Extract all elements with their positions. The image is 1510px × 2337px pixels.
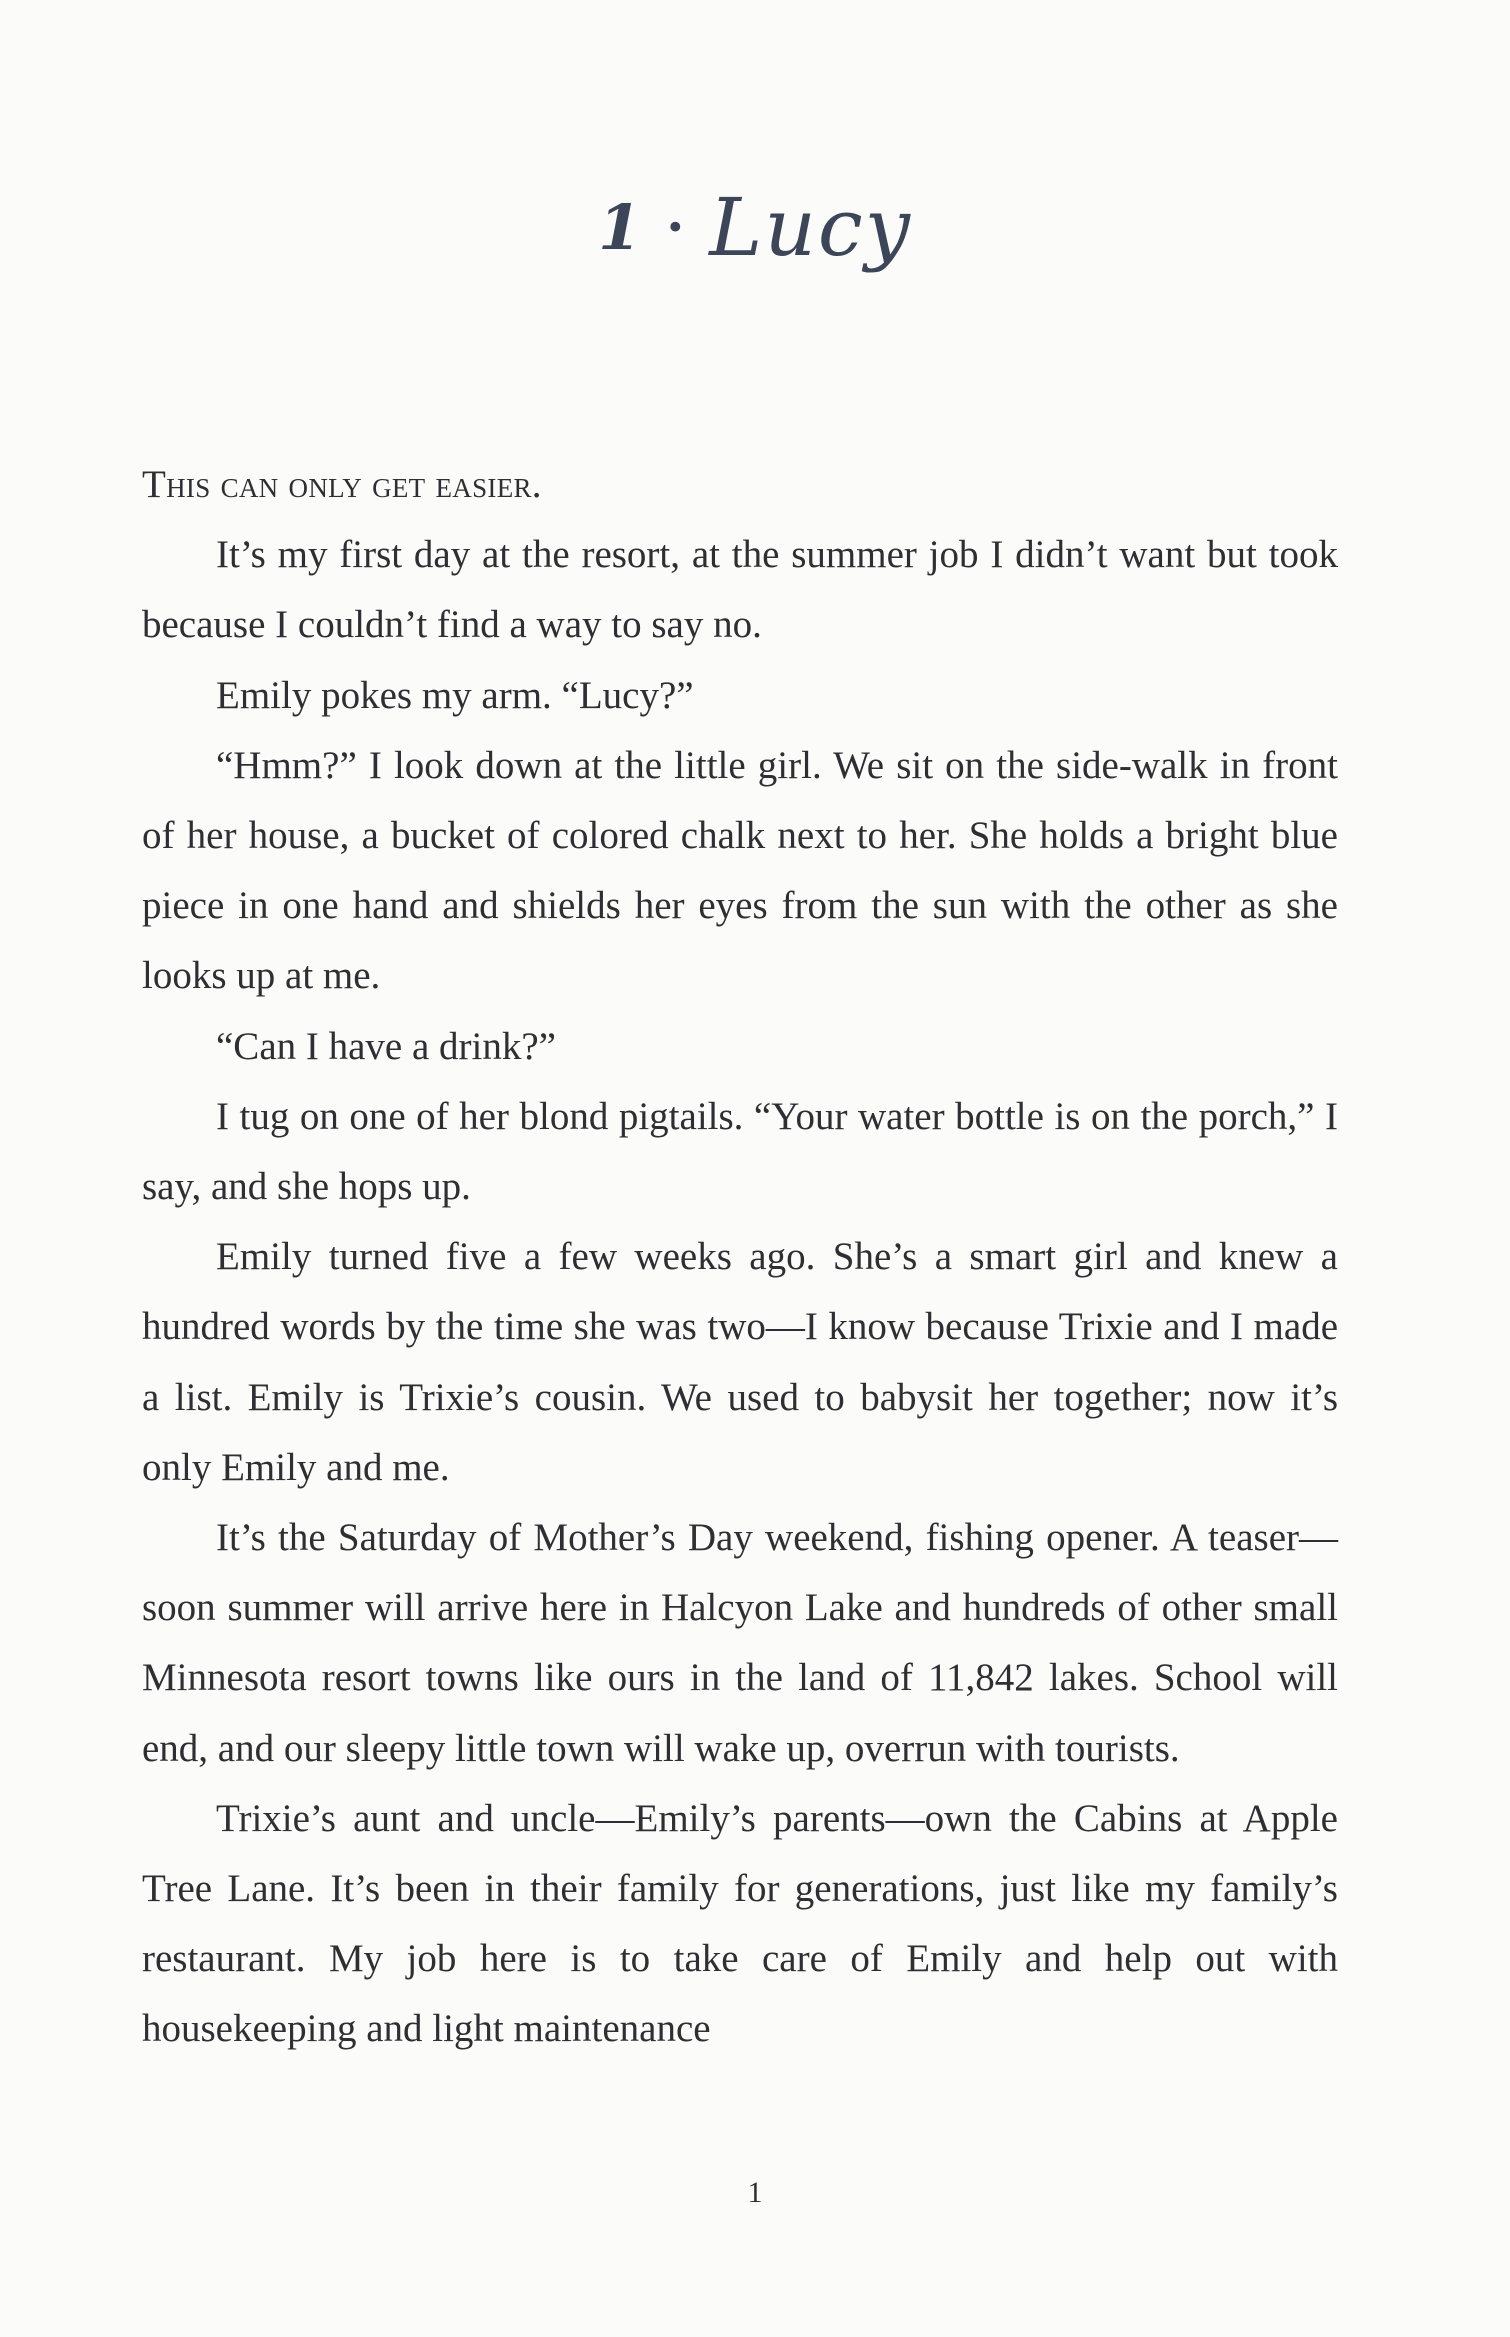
paragraph: Emily pokes my arm. “Lucy?” [216,673,694,717]
page-number: 1 [747,2176,763,2209]
paragraph: Trixie’s aunt and uncle—Emily’s parents—own the Cabins at Apple Tree Lane. It’s been in their family for generations, just like my family’s restaurant. My job here is to take care of Emily and help out with housekeeping and light maintenance [142,1796,1338,2051]
paragraph: “Hmm?” I look down at the little girl. We sit on the side-walk in front of her house, a bucket of colored chalk next to her. She holds a bright blue piece in one hand and shields her eyes from the sun with the other as she looks up at me. [142,743,1338,998]
paragraph: Emily turned five a few weeks ago. She’s a smart girl and knew a hundred words by the time she was two—I know because Trixie and I made a list. Emily is Trixie’s cousin. We used to babysit her together; now it’s only Emily and me. [142,1235,1338,1489]
paragraph: I tug on one of her blond pigtails. “Your water bottle is on the porch,” I say, and she hops up. [142,1094,1338,1209]
chapter-number: 1 [598,191,642,264]
paragraph: It’s my first day at the resort, at the summer job I didn’t want but took because I couldn’t find a way to say no. [142,533,1338,647]
chapter-body [142,450,1338,2065]
chapter-separator: • [665,208,686,248]
chapter-heading [0,181,1510,274]
chapter-title: Lucy [709,181,912,274]
paragraph: “Can I have a drink?” [216,1024,556,1068]
paragraph: It’s the Saturday of Mother’s Day weekend, fishing opener. A teaser—soon summer will arrive here in Halcyon Lake and hundreds of other small Minnesota resort towns like ours in the land of 11,842 lakes. School will end, and our sleepy little town will wake up, overrun with tourists. [142,1516,1338,1770]
opening-line: This can only get easier. [142,463,542,506]
